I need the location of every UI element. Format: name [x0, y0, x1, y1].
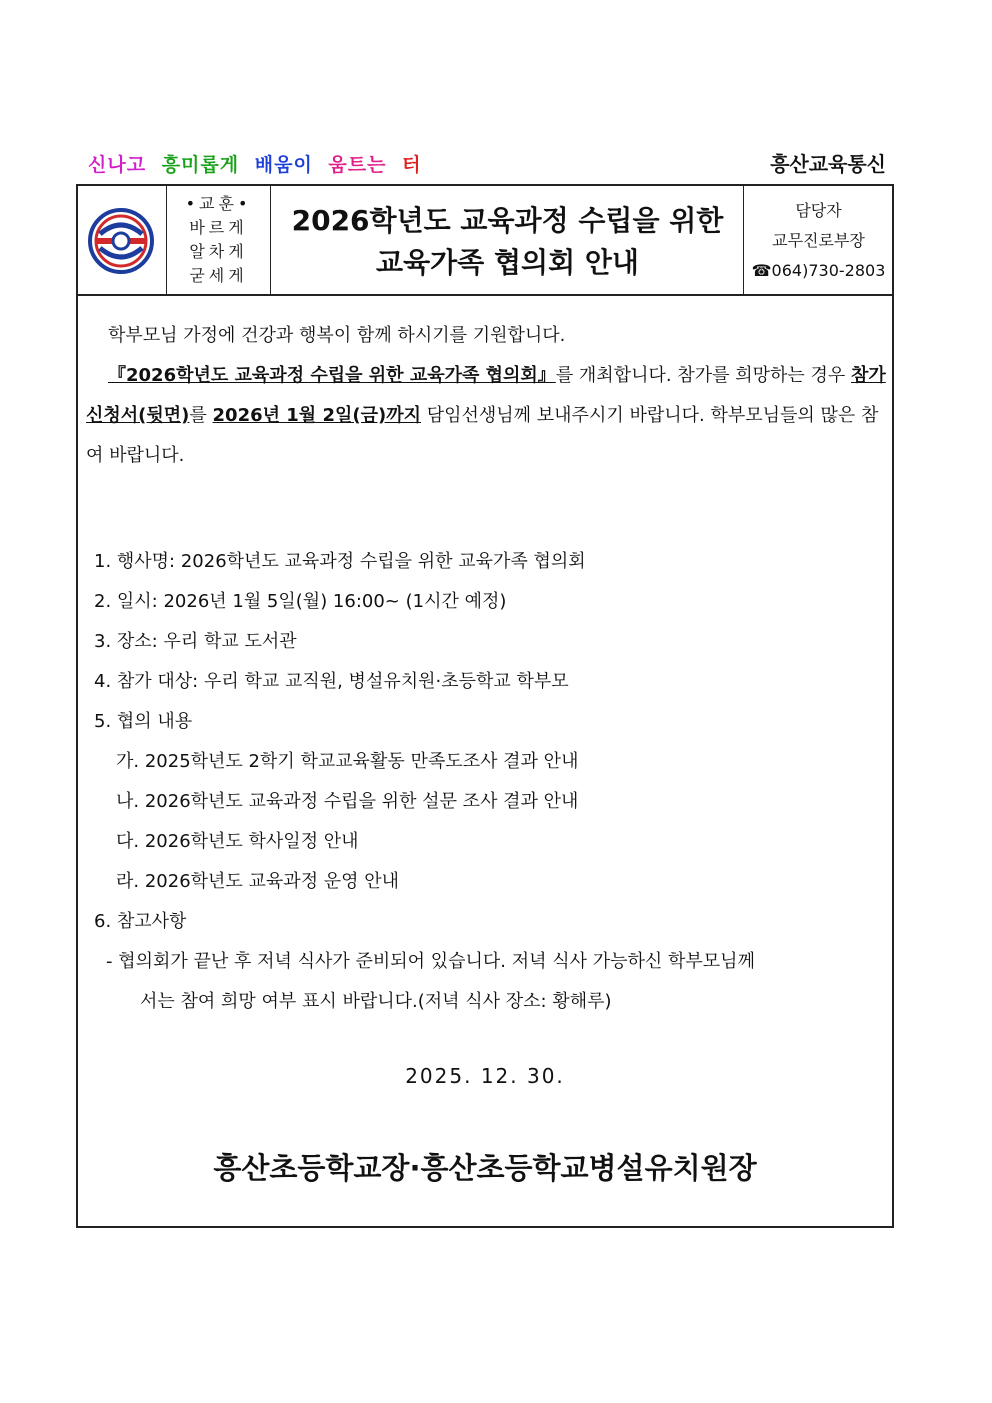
greeting: 학부모님 가정에 건강과 행복이 함께 하시기를 기원합니다. [108, 325, 566, 346]
list-subitem: 가. 2025학년도 2학기 학교교육활동 만족도조사 결과 안내 [116, 751, 579, 772]
slogan-word-1: 신나고 [88, 154, 147, 176]
logo-cell [78, 186, 167, 294]
list-item: 1. 행사명: 2026학년도 교육과정 수립을 위한 교육가족 협의회 [94, 551, 586, 572]
list-subitem: 다. 2026학년도 학사일정 안내 [116, 831, 359, 852]
contact-dept: 교무진로부장 [772, 231, 865, 250]
newsletter-name: 흥산교육통신 [770, 152, 886, 176]
motto-label: •교훈• [185, 194, 252, 213]
contact-info [745, 186, 892, 294]
list-item: 6. 참고사항 [94, 911, 187, 932]
note-line: - 협의회가 끝난 후 저녁 식사가 준비되어 있습니다. 저녁 식사 가능하신 학부모님께 [106, 951, 755, 972]
application-form: 참가 신청서(뒷면) [86, 365, 886, 426]
list-item: 3. 장소: 우리 학교 도서관 [94, 631, 297, 652]
document-frame [76, 184, 894, 1228]
intro-text-3: 담임선생님께 보내주시기 바랍니다. 학부모님들의 많은 참여 바랍니다. [86, 405, 879, 466]
school-motto [167, 186, 271, 294]
contact-label: 담당자 [795, 201, 842, 220]
list-item: 5. 협의 내용 [94, 711, 193, 732]
document-header [78, 186, 892, 296]
motto-line: 알차게 [189, 242, 248, 261]
slogan-word-5: 터 [402, 154, 422, 176]
intro-text-2: 를 [189, 405, 207, 426]
event-details [94, 542, 884, 1022]
signature: 흥산초등학교장·흥산초등학교병설유치원장 [213, 1151, 757, 1185]
slogan-word-3: 배움이 [254, 154, 313, 176]
slogan-word-2: 흥미롭게 [161, 154, 240, 176]
intro-text [86, 316, 886, 476]
list-item: 2. 일시: 2026년 1월 5일(월) 16:00~ (1시간 예정) [94, 591, 507, 612]
list-subitem: 나. 2026학년도 교육과정 수립을 위한 설문 조사 결과 안내 [116, 791, 579, 812]
slogan-word-4: 움트는 [328, 154, 387, 176]
note-line: 서는 참여 희망 여부 표시 바랍니다.(저녁 식사 장소: 황해루) [140, 991, 612, 1012]
motto-line: 바르게 [189, 218, 248, 237]
intro-text-1: 를 개최합니다. 참가를 희망하는 경우 [555, 365, 846, 386]
event-name: 『2026학년도 교육과정 수립을 위한 교육가족 협의회』 [108, 365, 556, 386]
document-title [272, 186, 744, 294]
school-emblem-icon [88, 208, 154, 274]
intro-paragraph [86, 356, 886, 476]
list-item: 4. 참가 대상: 우리 학교 교직원, 병설유치원·초등학교 학부모 [94, 671, 569, 692]
title-line-2: 교육가족 협의회 안내 [376, 246, 639, 279]
school-slogan [88, 150, 421, 177]
title-line-1: 2026학년도 교육과정 수립을 위한 [291, 204, 724, 237]
list-subitem: 라. 2026학년도 교육과정 운영 안내 [116, 871, 400, 892]
contact-phone: ☎064)730-2803 [751, 261, 886, 280]
motto-line: 굳세게 [189, 266, 248, 285]
deadline: 2026년 1월 2일(금)까지 [212, 405, 421, 426]
document-date: 2025. 12. 30. [405, 1064, 565, 1088]
